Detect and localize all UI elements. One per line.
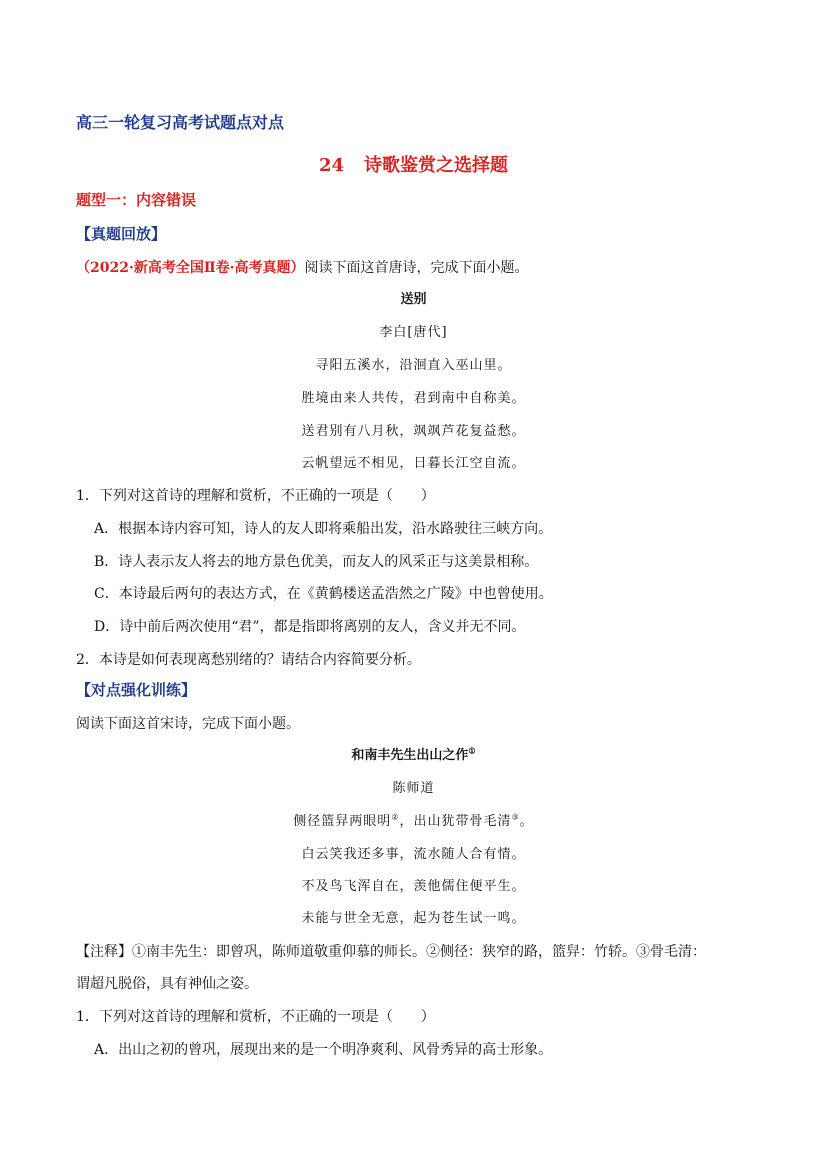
poem-line: 云帆望远不相见，日暮长江空自流。 <box>301 456 526 471</box>
notes-line: 【注释】①南丰先生：即曾巩，陈师道敬重仰慕的师长。②侧径：狭窄的路，篮舁：竹轿。③骨毛清： <box>76 944 706 960</box>
poem-author: 李白[唐代] <box>379 325 448 340</box>
real-exam-heading: 【真题回放】 <box>76 225 167 243</box>
footnote-marker: ② <box>391 812 400 822</box>
exam-source: （2022·新高考全国Ⅱ卷·高考真题） <box>76 260 305 276</box>
training-poem-line: 不及鸟飞浑自在，羡他儒住便平生。 <box>301 879 526 894</box>
training-poem-line: 未能与世全无意，起为苍生试一鸣。 <box>301 911 526 926</box>
chapter-name: 诗歌鉴赏之选择题 <box>364 155 509 176</box>
training-poem-line: 白云笑我还多事，流水随人合有情。 <box>301 847 526 862</box>
question-1-option-b: B．诗人表示友人将去的地方景色优美，而友人的风采正与这美景相称。 <box>94 554 539 570</box>
training-poem-title: 和南丰先生出山之作① <box>351 745 476 763</box>
question-1-stem: 1．下列对这首诗的理解和赏析，不正确的一项是（ ） <box>76 488 435 504</box>
training-poem-author: 陈师道 <box>392 781 435 796</box>
poem-line: 寻阳五溪水，沿洄直入巫山里。 <box>315 358 512 373</box>
notes-line: 谓超凡脱俗，具有神仙之姿。 <box>76 976 258 992</box>
chapter-title <box>0 157 827 175</box>
question-1-option-a: A．根据本诗内容可知，诗人的友人即将乘船出发，沿水路驶往三峡方向。 <box>94 521 553 537</box>
section-type: 题型一：内容错误 <box>76 191 197 209</box>
poem-line: 送君别有八月秋，飒飒芦花复益愁。 <box>301 424 526 439</box>
training-heading: 【对点强化训练】 <box>76 681 197 699</box>
footnote-marker: ③ <box>511 812 520 822</box>
chapter-number: 24 <box>318 155 345 176</box>
real-exam-intro <box>76 261 529 275</box>
exam-instruction: 阅读下面这首唐诗，完成下面小题。 <box>304 260 529 276</box>
training-question-1-stem: 1．下列对这首诗的理解和赏析，不正确的一项是（ ） <box>76 1009 435 1025</box>
training-instruction: 阅读下面这首宋诗，完成下面小题。 <box>76 716 300 732</box>
question-1-option-c: C．本诗最后两句的表达方式，在《黄鹤楼送孟浩然之广陵》中也曾使用。 <box>94 586 553 602</box>
question-2-stem: 2．本诗是如何表现离愁别绪的？请结合内容简要分析。 <box>76 652 421 668</box>
poem-line: 胜境由来人共传，君到南中自称美。 <box>301 391 526 406</box>
series-title: 高三一轮复习高考试题点对点 <box>76 113 285 132</box>
poem-title: 送别 <box>400 292 427 307</box>
training-poem-line: 侧径篮舁两眼明②，出山犹带骨毛清③。 <box>293 812 534 829</box>
training-question-1-option-a: A．出山之初的曾巩，展现出来的是一个明净爽利、风骨秀异的高士形象。 <box>94 1042 553 1058</box>
question-1-option-d: D．诗中前后两次使用“君”，都是指即将离别的友人，含义并无不同。 <box>94 619 526 635</box>
footnote-marker: ① <box>468 745 476 756</box>
